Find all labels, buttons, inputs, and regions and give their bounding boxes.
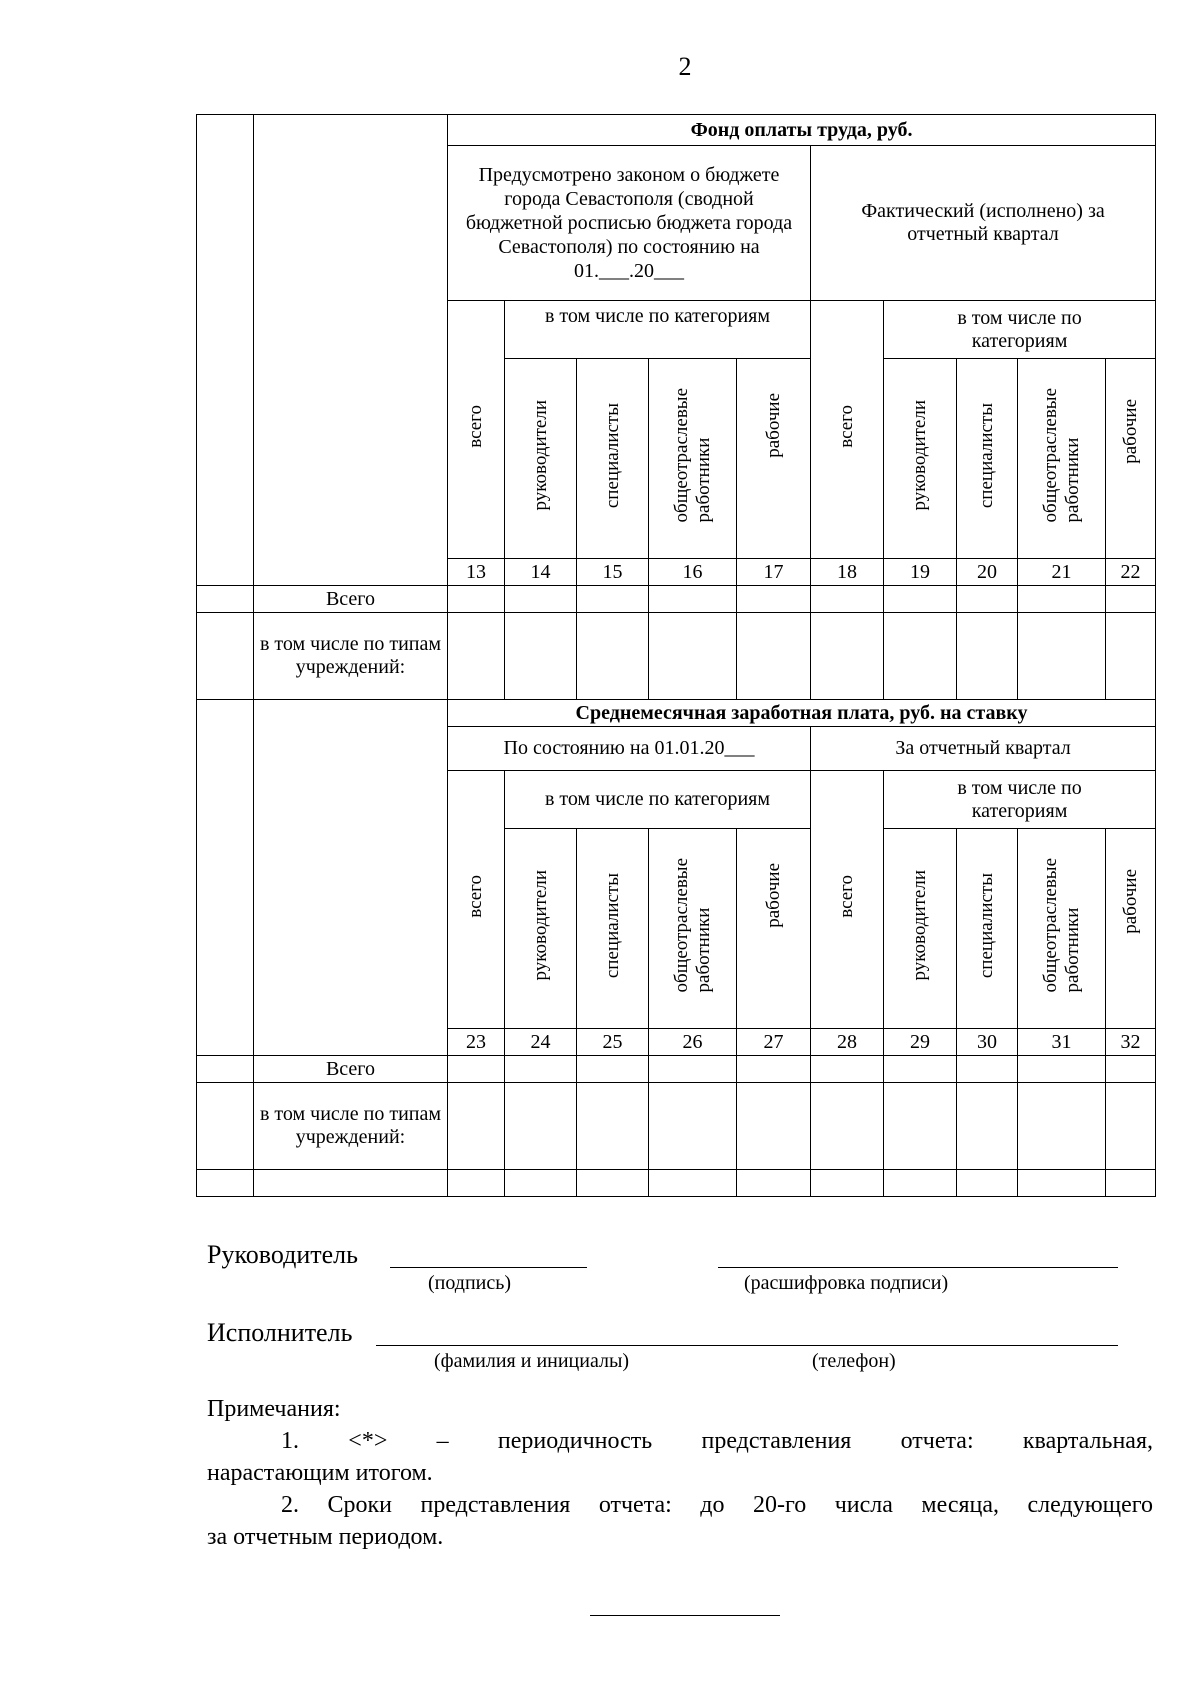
data-cell[interactable]: [577, 613, 649, 700]
blank-cell: [254, 700, 448, 1056]
blank-cell: [197, 700, 254, 1056]
column-number: 28: [811, 1029, 884, 1056]
data-cell[interactable]: [957, 1083, 1018, 1170]
section1-in-categories-left: в том числе по категориям: [505, 301, 811, 359]
data-cell[interactable]: [811, 613, 884, 700]
col-header: общеотраслевые работники: [1018, 359, 1106, 559]
data-cell[interactable]: [884, 586, 957, 613]
col-header: всего: [811, 301, 884, 559]
data-cell[interactable]: [505, 1083, 577, 1170]
note-2-line-2: за отчетным периодом.: [207, 1523, 444, 1550]
data-cell[interactable]: [1018, 613, 1106, 700]
data-cell[interactable]: [649, 1083, 737, 1170]
data-cell[interactable]: [448, 613, 505, 700]
col-header: рабочие: [737, 829, 811, 1029]
data-cell[interactable]: [957, 1170, 1018, 1197]
section2-in-categories-left: в том числе по категориям: [505, 771, 811, 829]
col-header: специалисты: [957, 829, 1018, 1029]
data-cell[interactable]: [1106, 1056, 1156, 1083]
column-number: 20: [957, 559, 1018, 586]
blank-cell: [197, 586, 254, 613]
col-header: всего: [448, 771, 505, 1029]
data-cell[interactable]: [737, 1083, 811, 1170]
data-cell[interactable]: [505, 586, 577, 613]
column-number: 30: [957, 1029, 1018, 1056]
data-cell[interactable]: [811, 1056, 884, 1083]
data-cell[interactable]: [649, 586, 737, 613]
row-total-label: Всего: [254, 586, 448, 613]
data-cell[interactable]: [737, 613, 811, 700]
head-decode-line[interactable]: [718, 1267, 1118, 1268]
section1-actual-header: Фактический (исполнено) за отчетный квартал: [811, 146, 1156, 301]
section2-left-header: По состоянию на 01.01.20___: [448, 727, 811, 771]
col-header: общеотраслевые работники: [649, 829, 737, 1029]
col-header: руководители: [884, 359, 957, 559]
head-label: Руководитель: [207, 1240, 358, 1269]
column-number: 15: [577, 559, 649, 586]
data-cell[interactable]: [448, 1170, 505, 1197]
data-cell[interactable]: [737, 1170, 811, 1197]
data-cell[interactable]: [1018, 586, 1106, 613]
data-cell[interactable]: [957, 586, 1018, 613]
column-number: 21: [1018, 559, 1106, 586]
data-cell[interactable]: [1018, 1083, 1106, 1170]
column-number: 22: [1106, 559, 1156, 586]
section2-right-header: За отчетный квартал: [811, 727, 1156, 771]
row-total-label: Всего: [254, 1056, 448, 1083]
column-number: 27: [737, 1029, 811, 1056]
data-cell[interactable]: [737, 586, 811, 613]
section2-in-categories-right: в том числе по категориям: [884, 771, 1156, 829]
col-header: всего: [448, 301, 505, 559]
column-number: 16: [649, 559, 737, 586]
data-cell[interactable]: [448, 1056, 505, 1083]
data-cell[interactable]: [448, 1083, 505, 1170]
section1-in-categories-right: в том числе по категориям: [884, 301, 1156, 359]
column-number: 32: [1106, 1029, 1156, 1056]
executor-name-caption: (фамилия и инициалы): [434, 1350, 630, 1372]
data-cell[interactable]: [811, 1170, 884, 1197]
data-cell[interactable]: [448, 586, 505, 613]
data-cell[interactable]: [957, 1056, 1018, 1083]
data-cell[interactable]: [1106, 586, 1156, 613]
blank-cell: [197, 613, 254, 700]
column-number: 14: [505, 559, 577, 586]
end-separator: [590, 1615, 780, 1616]
notes-title: Примечания:: [207, 1396, 341, 1422]
data-cell[interactable]: [505, 1170, 577, 1197]
column-number: 25: [577, 1029, 649, 1056]
data-cell[interactable]: [577, 1056, 649, 1083]
note-2-line-1: 2. Сроки представления отчета: до 20-го числа месяца, следующего: [281, 1491, 1153, 1518]
data-cell[interactable]: [649, 1170, 737, 1197]
data-cell[interactable]: [1106, 1170, 1156, 1197]
data-cell[interactable]: [505, 1056, 577, 1083]
blank-cell: [197, 1056, 254, 1083]
col-header: рабочие: [1106, 359, 1156, 559]
data-cell[interactable]: [737, 1056, 811, 1083]
head-signature-line[interactable]: [390, 1267, 587, 1268]
note-1-line-2: нарастающим итогом.: [207, 1459, 433, 1486]
col-header: общеотраслевые работники: [1018, 829, 1106, 1029]
page-number: 2: [678, 52, 692, 81]
col-header: общеотраслевые работники: [649, 359, 737, 559]
section1-planned-header: Предусмотрено законом о бюджете города Севастополя (сводной бюджетной росписью бюджета города Севастополя) по состоянию на 01.___.20___: [448, 146, 811, 301]
report-table: [196, 114, 1156, 1197]
column-number: 17: [737, 559, 811, 586]
blank-cell: [197, 1083, 254, 1170]
data-cell[interactable]: [884, 1170, 957, 1197]
column-number: 24: [505, 1029, 577, 1056]
data-cell[interactable]: [505, 613, 577, 700]
data-cell[interactable]: [1106, 613, 1156, 700]
data-cell[interactable]: [957, 613, 1018, 700]
data-cell[interactable]: [577, 1170, 649, 1197]
column-number: 29: [884, 1029, 957, 1056]
data-cell[interactable]: [577, 586, 649, 613]
notes-block: [207, 1394, 1153, 1554]
column-number: 19: [884, 559, 957, 586]
data-cell[interactable]: [1106, 1083, 1156, 1170]
data-cell[interactable]: [884, 1056, 957, 1083]
head-decode-caption: (расшифровка подписи): [744, 1272, 949, 1294]
col-header: руководители: [884, 829, 957, 1029]
data-cell[interactable]: [884, 1083, 957, 1170]
executor-phone-caption: (телефон): [812, 1350, 896, 1372]
data-cell[interactable]: [649, 1056, 737, 1083]
head-sign-caption: (подпись): [428, 1272, 512, 1294]
col-header: всего: [811, 771, 884, 1029]
data-cell[interactable]: [649, 613, 737, 700]
col-header: рабочие: [737, 359, 811, 559]
row-types-label: в том числе по типам учреждений:: [254, 613, 448, 700]
col-header: специалисты: [957, 359, 1018, 559]
column-number: 26: [649, 1029, 737, 1056]
executor-line[interactable]: [376, 1345, 1118, 1346]
note-1-line-1: 1. <*> – периодичность представления отчета: квартальная,: [281, 1427, 1153, 1454]
data-cell[interactable]: [1018, 1170, 1106, 1197]
data-cell[interactable]: [1018, 1056, 1106, 1083]
blank-cell: [197, 115, 254, 586]
column-number: 13: [448, 559, 505, 586]
col-header: руководители: [505, 359, 577, 559]
data-cell[interactable]: [811, 1083, 884, 1170]
section1-title: Фонд оплаты труда, руб.: [448, 115, 1156, 146]
blank-cell: [197, 1170, 254, 1197]
data-cell[interactable]: [884, 613, 957, 700]
column-number: 31: [1018, 1029, 1106, 1056]
section2-title: Среднемесячная заработная плата, руб. на ставку: [448, 700, 1156, 727]
col-header: специалисты: [577, 829, 649, 1029]
row-types-label: в том числе по типам учреждений:: [254, 1083, 448, 1170]
executor-label: Исполнитель: [207, 1318, 353, 1347]
data-cell[interactable]: [811, 586, 884, 613]
data-cell[interactable]: [577, 1083, 649, 1170]
col-header: руководители: [505, 829, 577, 1029]
col-header: специалисты: [577, 359, 649, 559]
blank-cell: [254, 115, 448, 586]
col-header: рабочие: [1106, 829, 1156, 1029]
column-number: 23: [448, 1029, 505, 1056]
column-number: 18: [811, 559, 884, 586]
blank-cell: [254, 1170, 448, 1197]
